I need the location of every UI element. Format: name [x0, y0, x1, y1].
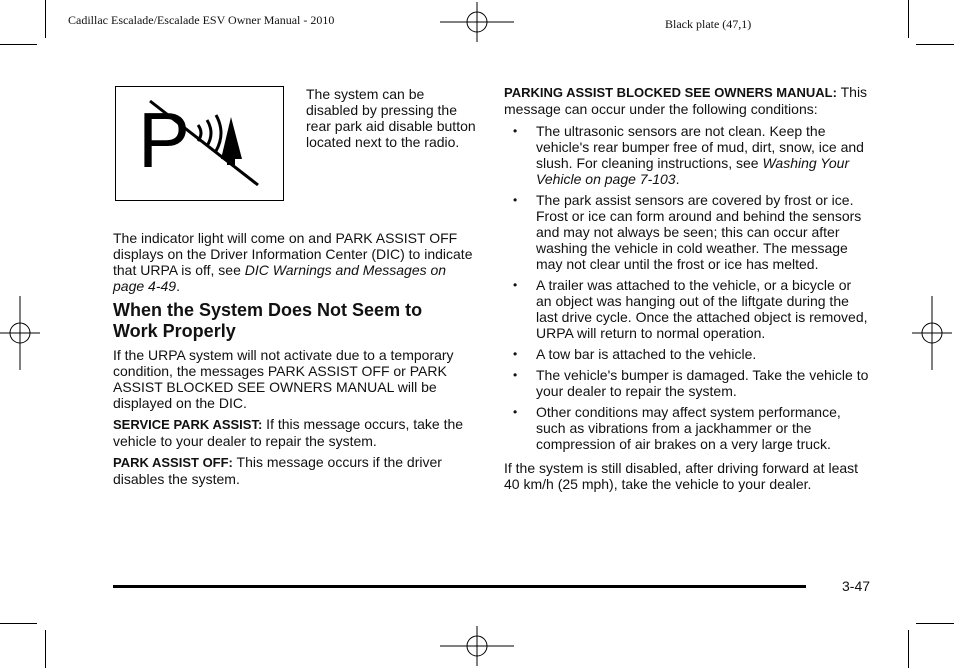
- crop-mark: [908, 0, 909, 38]
- intro-paragraph: If the URPA system will not activate due to a temporary condition, the messages PARK ASSIST OFF or PARK ASSIST BLOCKED SEE OWNERS MANUAL will be displayed on the DIC.: [113, 347, 454, 411]
- bullet-end: .: [675, 171, 680, 187]
- icon-caption: The system can be disabled by pressing the rear park aid disable button located next to the radio.: [306, 86, 476, 150]
- crop-mark: [45, 0, 46, 38]
- header-plate: Black plate (47,1): [665, 17, 752, 31]
- indicator-end: .: [176, 278, 180, 294]
- list-item: [504, 123, 870, 187]
- crop-mark: [908, 630, 909, 668]
- list-item: • A tow bar is attached to the vehicle.: [504, 346, 870, 362]
- dic-warnings-reference-link[interactable]: DIC Warnings and Messages on page 4-49: [113, 262, 447, 294]
- crop-mark: [0, 44, 37, 45]
- left-column: [113, 230, 477, 487]
- off-paragraph: [113, 454, 477, 487]
- blocked-text: This message can occur under the following conditions:: [504, 84, 868, 117]
- park-assist-icon-box: [115, 86, 284, 201]
- footer-rule: [113, 585, 806, 588]
- registration-mark-icon: [912, 296, 952, 370]
- indicator-paragraph: [113, 230, 477, 294]
- indicator-text: The indicator light will come on and PARK ASSIST OFF displays on the Driver Information Center (DIC) to indicate that URPA is off, see: [113, 230, 473, 278]
- off-label: PARK ASSIST OFF:: [113, 455, 233, 470]
- right-column: [504, 84, 870, 492]
- crop-mark: [916, 44, 954, 45]
- registration-mark-icon: [440, 2, 514, 42]
- header-title: Cadillac Escalade/Escalade ESV Owner Manual - 2010: [68, 13, 335, 27]
- list-item: • The vehicle's bumper is damaged. Take the vehicle to your dealer to repair the system.: [504, 367, 870, 399]
- registration-mark-icon: [440, 626, 514, 666]
- service-text: If this message occurs, take the vehicle to your dealer to repair the system.: [113, 416, 464, 449]
- service-label: SERVICE PARK ASSIST:: [113, 417, 263, 432]
- crop-mark: [916, 623, 954, 624]
- list-item: • Other conditions may affect system performance, such as vibrations from a jackhammer or the compression of air brakes on a very large truck.: [504, 404, 870, 452]
- blocked-paragraph: [504, 84, 870, 117]
- park-assist-off-icon: [116, 87, 283, 200]
- closing-paragraph: If the system is still disabled, after driving forward at least 40 km/h (25 mph), take the vehicle to your dealer.: [504, 460, 859, 492]
- registration-mark-icon: [0, 296, 40, 370]
- washing-reference-link[interactable]: Washing Your Vehicle on page 7-103: [536, 155, 850, 187]
- list-item: • The park assist sensors are covered by frost or ice. Frost or ice can form around and behind the sensors and may not always be seen; this can occur after washing the vehicle in cold weather. The message may not clear until the frost or ice has melted.: [504, 192, 870, 272]
- bullet-text: The ultrasonic sensors are not clean. Keep the vehicle's rear bumper free of mud, dirt, snow, ice and slush. For cleaning instructions, see: [536, 123, 864, 171]
- off-text: This message occurs if the driver disables the system.: [113, 454, 442, 487]
- section-heading: When the System Does Not Seem to Work Properly: [113, 300, 423, 341]
- park-assist-glyph: P: [138, 96, 191, 184]
- crop-mark: [45, 630, 46, 668]
- page-number: 3-47: [842, 578, 871, 594]
- service-paragraph: [113, 416, 477, 449]
- blocked-label: PARKING ASSIST BLOCKED SEE OWNERS MANUAL:: [504, 85, 837, 100]
- conditions-list: [504, 123, 870, 452]
- list-item: • A trailer was attached to the vehicle, or a bicycle or an object was hanging out of the liftgate during the last drive cycle. Once the attached object is removed, URPA will return to normal operation.: [504, 277, 870, 341]
- crop-mark: [0, 623, 37, 624]
